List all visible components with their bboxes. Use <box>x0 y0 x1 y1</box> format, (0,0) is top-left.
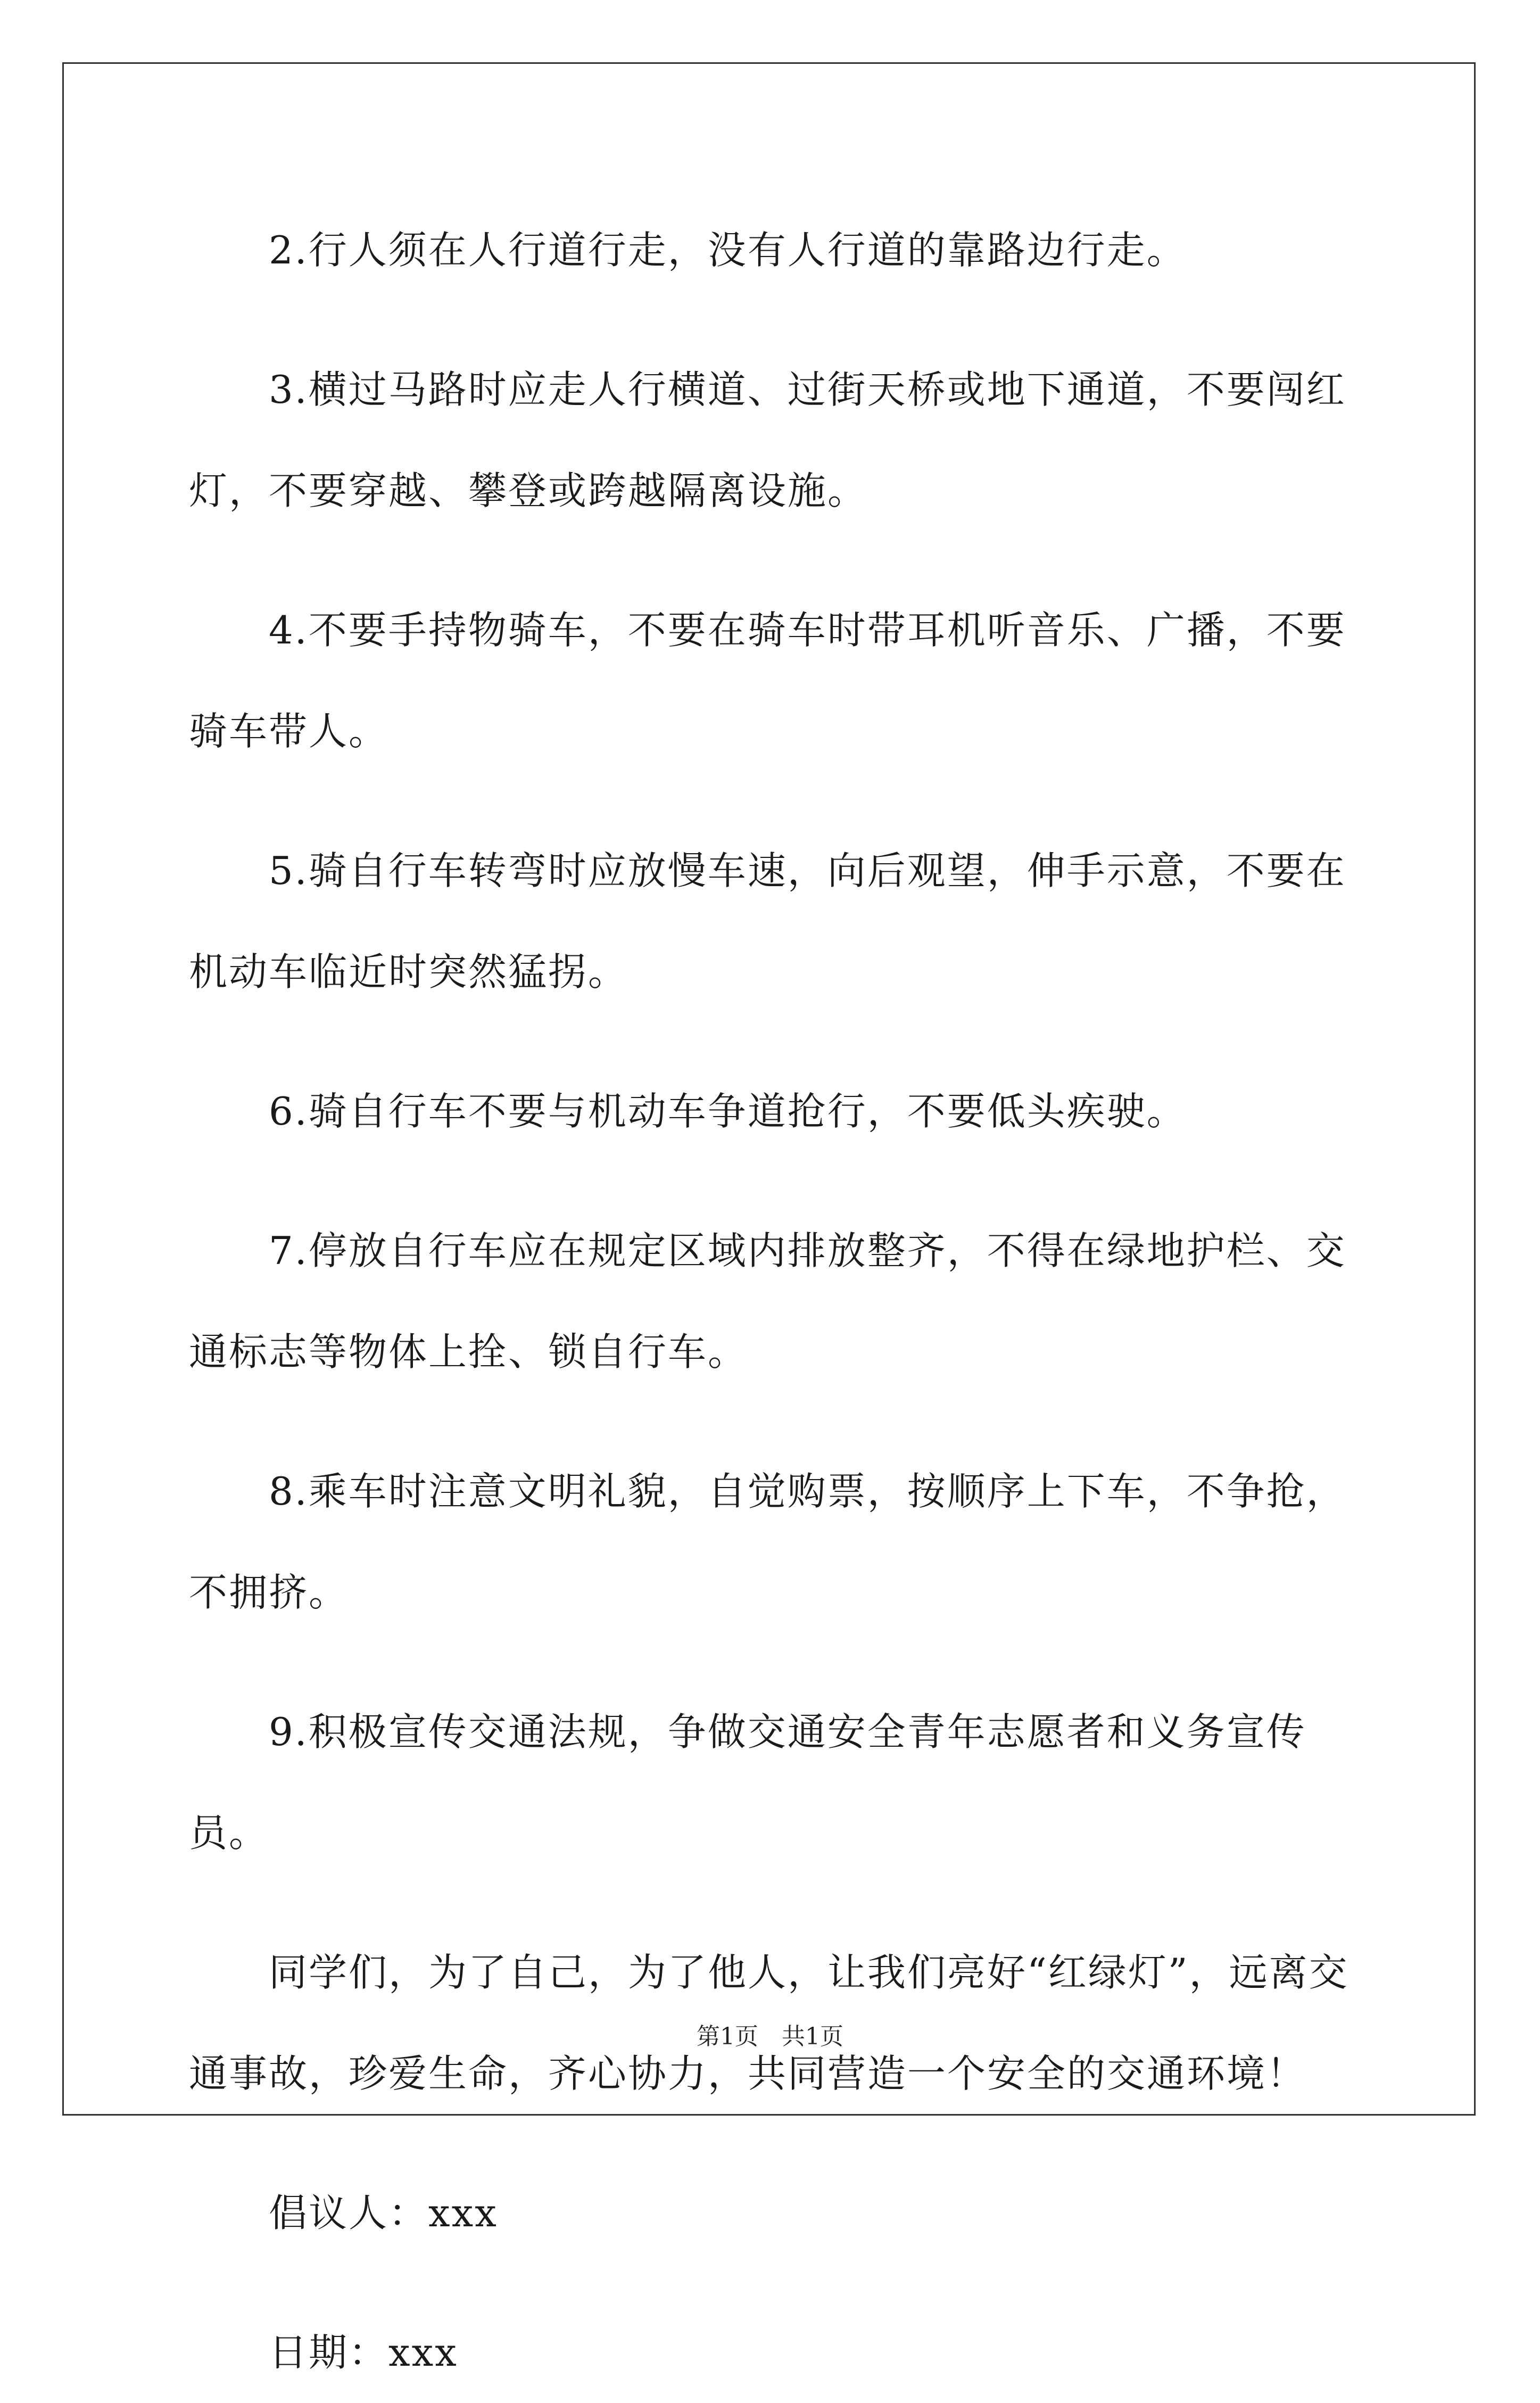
document-body <box>189 200 1354 2403</box>
paragraph-item-9: 9.积极宣传交通法规，争做交通安全青年志愿者和义务宣传员。 <box>189 1710 1306 1855</box>
paragraph-item-6: 6.骑自行车不要与机动车争道抢行，不要低头疾驶。 <box>269 1089 1187 1134</box>
paragraph-item-5: 5.骑自行车转弯时应放慢车速，向后观望，伸手示意，不要在机动车临近时突然猛拐。 <box>189 848 1346 994</box>
closing-paragraph: 同学们，为了自己，为了他人，让我们亮好“红绿灯”，远离交通事故，珍爱生命，齐心协力，共同营造一个安全的交通环境！ <box>189 1950 1349 2096</box>
proposer-line: 倡议人：xxx <box>269 2191 498 2235</box>
paragraph-item-8: 8.乘车时注意文明礼貌，自觉购票，按顺序上下车，不争抢，不拥挤。 <box>189 1469 1346 1615</box>
paragraph-item-4: 4.不要手持物骑车，不要在骑车时带耳机听音乐、广播，不要骑车带人。 <box>189 608 1346 754</box>
page-footer: 第1页 共1页 <box>697 2023 843 2050</box>
date-line: 日期：xxx <box>269 2330 458 2375</box>
paragraph-item-7: 7.停放自行车应在规定区域内排放整齐，不得在绿地护栏、交通标志等物体上拴、锁自行车。 <box>189 1228 1346 1374</box>
paragraph-item-3: 3.横过马路时应走人行横道、过街天桥或地下通道，不要闯红灯，不要穿越、攀登或跨越隔离设施。 <box>189 367 1346 513</box>
paragraph-item-2: 2.行人须在人行道行走，没有人行道的靠路边行走。 <box>269 228 1187 272</box>
